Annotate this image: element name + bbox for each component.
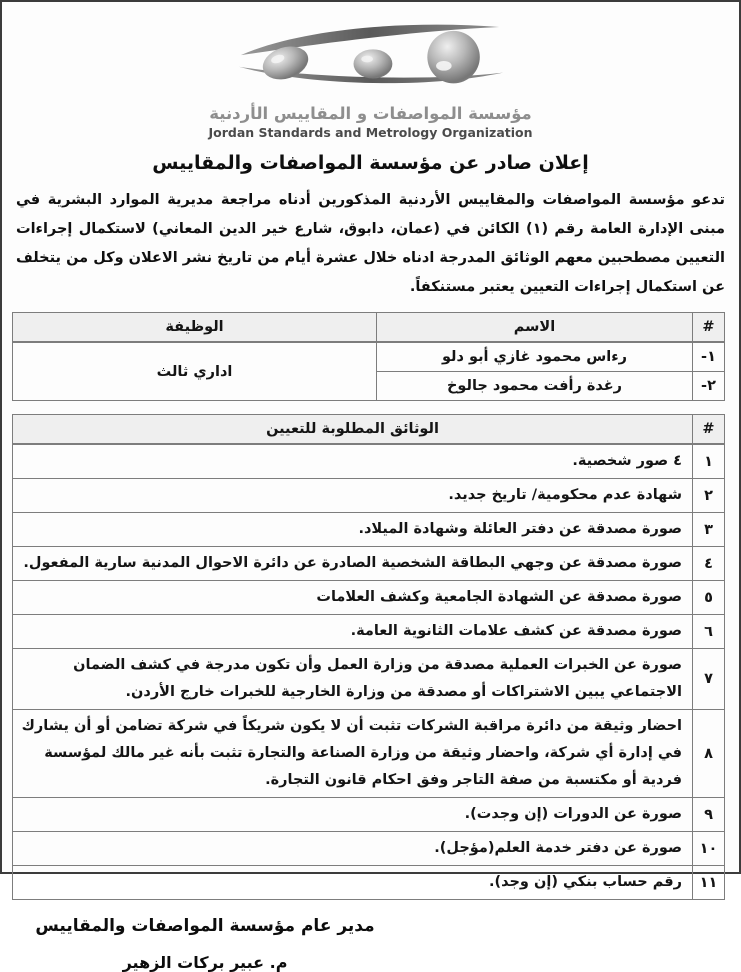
document-row <box>13 444 725 479</box>
document-number: ٣ <box>693 513 725 547</box>
document-text: ٤ صور شخصية. <box>13 444 693 479</box>
candidate-position: اداري ثالث <box>13 342 377 401</box>
candidate-name: رءاس محمود غازي أبو دلو <box>377 342 693 372</box>
candidate-row <box>13 342 725 372</box>
document-row <box>13 547 725 581</box>
document-row <box>13 479 725 513</box>
org-logo <box>2 2 739 140</box>
document-row <box>13 832 725 866</box>
document-number: ٢ <box>693 479 725 513</box>
document-text: صورة مصدقة عن كشف علامات الثانوية العامة. <box>13 615 693 649</box>
document-number: ٤ <box>693 547 725 581</box>
document-text: صورة مصدقة عن وجهي البطاقة الشخصية الصادرة عن دائرة الاحوال المدنية سارية المفعول. <box>13 547 693 581</box>
document-number: ١٠ <box>693 832 725 866</box>
document-number: ٨ <box>693 710 725 798</box>
document-number: ٦ <box>693 615 725 649</box>
document-number: ٥ <box>693 581 725 615</box>
logo-arabic-text: مؤسسة المواصفات و المقاييس الأردنية <box>209 104 532 123</box>
document-text: احضار وثيقة من دائرة مراقبة الشركات تثبت أن لا يكون شريكاً في شركة تضامن أو أن يشارك في إدارة أي شركة، واحضار وثيقة من وزارة الصناعة والتجارة تثبت بأنه غير مالك لمؤسسة فردية أو مكتسبة من صفة التاجر وفق احكام قانون التجارة. <box>13 710 693 798</box>
document-row <box>13 866 725 900</box>
document-row <box>13 513 725 547</box>
signature-block <box>20 916 390 972</box>
document-row <box>13 710 725 798</box>
document-text: رقم حساب بنكي (إن وجد). <box>13 866 693 900</box>
document-text: صورة عن دفتر خدمة العلم(مؤجل). <box>13 832 693 866</box>
document-text: صورة مصدقة عن دفتر العائلة وشهادة الميلاد. <box>13 513 693 547</box>
document-text: شهادة عدم محكومية/ تاريخ جديد. <box>13 479 693 513</box>
document-text: صورة عن الخبرات العملية مصدقة من وزارة العمل وأن تكون مدرجة في كشف الضمان الاجتماعي يبين الاشتراكات أو مصدقة من وزارة الخارجية للخبرات خارج الأردن. <box>13 649 693 710</box>
documents-table <box>12 414 725 900</box>
document-row <box>13 649 725 710</box>
document-number: ١ <box>693 444 725 479</box>
candidates-header-row <box>13 313 725 343</box>
document-text: صورة مصدقة عن الشهادة الجامعية وكشف العلامات <box>13 581 693 615</box>
intro-paragraph: تدعو مؤسسة المواصفات والمقاييس الأردنية المذكورين أدناه مراجعة مديرية الموارد البشرية في مبنى الإدارة العامة رقم (١) الكائن في (عمان، دابوق، شارع خير الدين المعاني) لاستكمال إجراءات التعيين مصطحبين معهم الوثائق المدرجة ادناه خلال عشرة أيام من تاريخ نشر الاعلان وكل من يتخلف عن استكمال إجراءات التعيين يعتبر مستنكفاً. <box>16 192 725 295</box>
document-number: ٧ <box>693 649 725 710</box>
documents-header-row <box>13 415 725 445</box>
document-number: ٩ <box>693 798 725 832</box>
page-title: إعلان صادر عن مؤسسة المواصفات والمقاييس <box>152 152 589 174</box>
logo-spheres-icon <box>235 18 507 102</box>
document-row <box>13 615 725 649</box>
document-number: ١١ <box>693 866 725 900</box>
candidate-number: ٢- <box>693 372 725 401</box>
candidate-number: ١- <box>693 342 725 372</box>
signature-title: مدير عام مؤسسة المواصفات والمقاييس <box>35 916 375 936</box>
header-name: الاسم <box>377 313 693 343</box>
signature-name: م. عبير بركات الزهير <box>122 953 288 972</box>
header-position: الوظيفة <box>13 313 377 343</box>
document-row <box>13 581 725 615</box>
document-row <box>13 798 725 832</box>
document-text: صورة عن الدورات (إن وجدت). <box>13 798 693 832</box>
candidates-table <box>12 312 725 401</box>
header-number: # <box>693 415 725 445</box>
header-number: # <box>693 313 725 343</box>
header-documents-title: الوثائق المطلوبة للتعيين <box>13 415 693 445</box>
candidate-name: رغدة رأفت محمود جالوخ <box>377 372 693 401</box>
logo-english-text: Jordan Standards and Metrology Organization <box>208 125 533 140</box>
